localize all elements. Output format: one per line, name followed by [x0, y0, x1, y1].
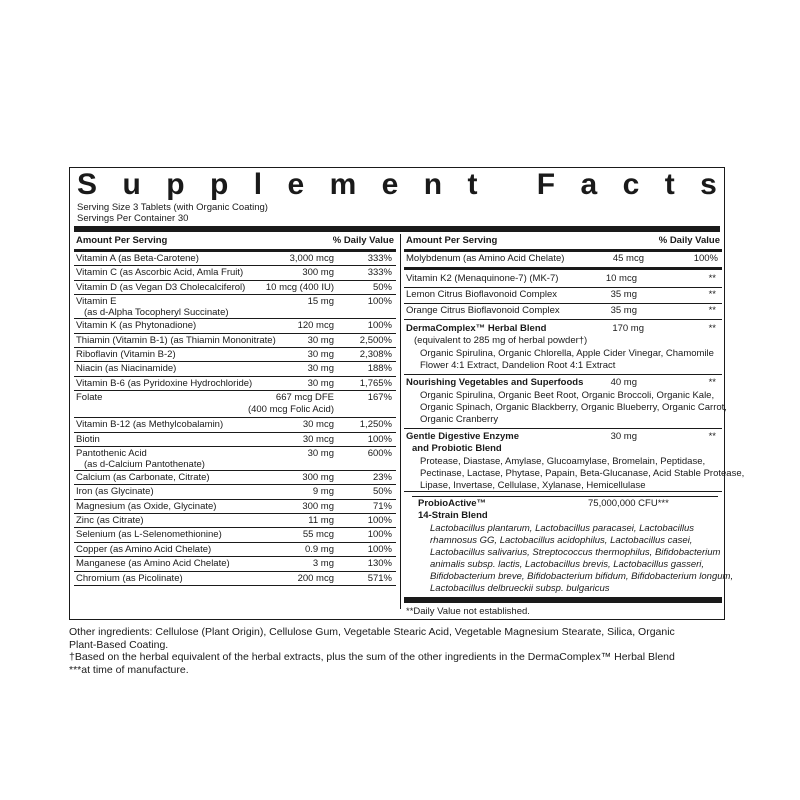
nutrient-name: Biotin: [76, 433, 100, 445]
derma-complex-block: [404, 322, 722, 375]
derma-name: DermaComplex™ Herbal Blend: [406, 323, 547, 334]
nutrient-dv: 188%: [367, 363, 392, 375]
nutrient-row: [404, 288, 722, 304]
nutrient-name: Calcium (as Carbonate, Citrate): [76, 471, 210, 483]
enzyme-dv: **: [708, 431, 716, 442]
nutrient-row: [74, 266, 396, 280]
nutrient-name: Iron (as Glycinate): [76, 486, 154, 498]
probio-strains-1: Lactobacillus plantarum, Lactobacillus paracasei, Lactobacillus: [430, 523, 695, 534]
dagger-note: †Based on the herbal equivalent of the herbal extracts, plus the sum of the other ingredients in the DermaComplex™ Herbal Blend: [69, 651, 675, 663]
nutrient-amount: 45 mcg: [612, 253, 644, 264]
nutrient-dv: **: [708, 273, 716, 284]
nutrient-amount: 30 mcg: [302, 419, 334, 431]
nutrient-row: [74, 281, 396, 295]
nutrient-row: [74, 334, 396, 348]
veg-amount: 40 mg: [610, 377, 637, 388]
nutrient-dv: **: [708, 289, 716, 300]
enzyme-ingredients-3: Lipase, Invertase, Cellulase, Xylanase, Hemicellulase: [420, 480, 646, 491]
nutrient-row: [74, 485, 396, 499]
nutrient-name: Folate: [76, 392, 103, 404]
nutrient-dv: 50%: [372, 486, 392, 498]
serving-info: [77, 202, 268, 224]
dv-header-right: % Daily Value: [658, 235, 720, 246]
title-letter: S: [77, 168, 98, 201]
nutrient-row: [74, 572, 396, 586]
nutrient-name: Vitamin A (as Beta-Carotene): [76, 253, 199, 264]
nutrient-dv: 1,765%: [359, 377, 392, 389]
title-letter: s: [700, 168, 717, 201]
probio-strains-4: animalis subsp. lactis, Lactobacillus brevis, Lactobacillus gasseri,: [430, 559, 705, 570]
serving-size: Serving Size 3 Tablets (with Organic Coating): [77, 202, 268, 213]
nutrient-name: Lemon Citrus Bioflavonoid Complex: [406, 289, 558, 300]
title-letter: c: [622, 168, 640, 201]
nutrient-dv: 333%: [367, 253, 392, 264]
nutrient-amount: 30 mg: [307, 377, 334, 389]
right-column-header: [404, 234, 722, 247]
nutrient-name: Copper (as Amino Acid Chelate): [76, 543, 212, 555]
manufacture-note: ***at time of manufacture.: [69, 663, 189, 676]
nutrient-row: [74, 391, 396, 418]
nutrient-row: [404, 272, 722, 288]
derma-ingredients-2: Flower 4:1 Extract, Dandelion Root 4:1 Extract: [420, 360, 616, 371]
title-letter: e: [287, 168, 305, 201]
title-letter: e: [381, 168, 399, 201]
nutrient-dv: 333%: [367, 267, 392, 279]
nutrient-dv: **: [708, 305, 716, 316]
nutrient-name: Vitamin C (as Ascorbic Acid, Amla Fruit): [76, 267, 244, 279]
nutrient-amount: 30 mg: [307, 334, 334, 346]
nutrient-amount: 55 mcg: [302, 529, 334, 541]
nutrient-row: [74, 471, 396, 485]
nutrient-dv: 100%: [367, 433, 392, 445]
enzyme-name-2: and Probiotic Blend: [412, 443, 502, 454]
title-letter: p: [209, 168, 229, 201]
nutrient-amount: 30 mg: [307, 447, 334, 459]
nutrient-amount-detail: (400 mcg Folic Acid): [247, 404, 334, 416]
nutrient-amount: 10 mcg: [605, 273, 637, 284]
nutrient-row: [74, 433, 396, 447]
supplement-facts-panel: [69, 167, 745, 620]
nutrient-amount: 0.9 mg: [304, 543, 334, 555]
vegetables-block: [404, 375, 727, 429]
nutrient-dv: 100%: [367, 296, 392, 308]
nutrient-dv: 100%: [367, 515, 392, 527]
title-letter: t: [664, 168, 675, 201]
dv-not-established-note: **Daily Value not established.: [406, 606, 530, 617]
nutrient-name: Orange Citrus Bioflavonoid Complex: [406, 305, 560, 316]
nutrient-amount: 15 mg: [307, 296, 334, 308]
enzyme-amount: 30 mg: [610, 431, 637, 442]
title-letter: m: [329, 168, 357, 201]
nutrient-dv: 100%: [693, 253, 718, 264]
nutrient-name: Vitamin K (as Phytonadione): [76, 320, 197, 332]
veg-name: Nourishing Vegetables and Superfoods: [406, 377, 584, 388]
nutrient-row: [74, 295, 396, 319]
nutrient-name: Molybdenum (as Amino Acid Chelate): [406, 253, 565, 264]
nutrient-name: Niacin (as Niacinamide): [76, 363, 177, 375]
veg-dv: **: [708, 377, 716, 388]
probio-strains-5: Bifidobacterium breve, Bifidobacterium bifidum, Bifidobacterium longum,: [430, 571, 734, 582]
nutrient-amount: 200 mcg: [297, 572, 334, 584]
enzyme-ingredients-1: Protease, Diastase, Amylase, Glucoamylase, Bromelain, Peptidase,: [420, 456, 706, 467]
nutrient-name: Magnesium (as Oxide, Glycinate): [76, 500, 217, 512]
nutrient-row-molybdenum: [404, 252, 722, 270]
derma-equivalent: (equivalent to 285 mg of herbal powder†): [414, 335, 588, 346]
nutrient-dv: 2,308%: [359, 348, 392, 360]
nutrient-name: Pantothenic Acid: [76, 447, 147, 459]
left-column-header: [74, 234, 396, 247]
nutrient-name: Vitamin E: [76, 296, 117, 308]
nutrient-row: [74, 377, 396, 391]
probiotic-block: [412, 496, 734, 596]
nutrient-dv: 1,250%: [359, 419, 392, 431]
nutrient-name: Thiamin (Vitamin B-1) (as Thiamin Mononitrate): [76, 334, 276, 346]
nutrient-row: [404, 304, 722, 320]
title-letter: u: [122, 168, 141, 201]
nutrient-subname: (as d-Alpha Tocopheryl Succinate): [84, 307, 229, 319]
nutrient-row: [74, 319, 396, 333]
nutrient-dv: 2,500%: [359, 334, 392, 346]
nutrient-row: [74, 252, 396, 266]
nutrient-dv: 167%: [367, 392, 392, 404]
nutrient-amount: 300 mg: [302, 500, 334, 512]
nutrient-dv: 571%: [367, 572, 392, 584]
nutrient-amount: 30 mg: [307, 348, 334, 360]
title-letter: F: [536, 168, 556, 201]
enzyme-ingredients-2: Pectinase, Lactase, Phytase, Papain, Beta-Glucanase, Acid Stable Protease,: [420, 468, 745, 479]
nutrient-name: Selenium (as L-Selenomethionine): [76, 529, 222, 541]
nutrient-amount: 11 mg: [308, 515, 334, 527]
nutrient-dv: 100%: [367, 543, 392, 555]
amount-header: Amount Per Serving: [76, 235, 168, 246]
nutrient-amount: 35 mg: [610, 289, 637, 300]
nutrient-dv: 100%: [367, 320, 392, 332]
left-nutrient-list: [74, 252, 396, 586]
nutrient-row: [74, 528, 396, 542]
nutrient-amount: 3 mg: [312, 558, 334, 570]
nutrient-name: Vitamin D (as Vegan D3 Cholecalciferol): [76, 281, 246, 293]
nutrient-amount: 30 mg: [307, 363, 334, 375]
nutrient-name: Manganese (as Amino Acid Chelate): [76, 558, 230, 570]
column-divider: [400, 234, 401, 609]
nutrient-amount: 300 mg: [302, 471, 334, 483]
nutrient-subname: (as d-Calcium Pantothenate): [84, 458, 205, 470]
right-column: [404, 234, 745, 617]
probio-top-rule: [412, 496, 718, 497]
probio-strains-6: Lactobacillus delbrueckii subsp. bulgaricus: [430, 583, 610, 594]
servings-per-container: Servings Per Container 30: [77, 213, 189, 224]
nutrient-row: [74, 543, 396, 557]
veg-ingredients-3: Organic Cranberry: [420, 414, 499, 425]
panel-title: [77, 170, 717, 200]
nutrient-row: [74, 362, 396, 376]
nutrient-name: Vitamin B-6 (as Pyridoxine Hydrochloride): [76, 377, 253, 389]
nutrient-dv: 130%: [367, 558, 392, 570]
probio-name-2: 14-Strain Blend: [418, 510, 488, 521]
nutrient-row: [74, 348, 396, 362]
title-letter: l: [253, 168, 263, 201]
nutrient-row: [74, 447, 396, 471]
nutrient-dv: 50%: [372, 281, 392, 293]
nutrient-row: [74, 514, 396, 528]
bottom-thick-rule: [404, 597, 722, 603]
nutrient-amount: 667 mcg DFE: [275, 392, 334, 404]
enzyme-block: [404, 429, 745, 492]
title-letter: n: [423, 168, 443, 201]
nutrient-dv: 600%: [367, 447, 392, 459]
nutrient-amount: 3,000 mcg: [289, 253, 334, 264]
title-letter: t: [467, 168, 478, 201]
right-nutrient-list: [404, 272, 722, 320]
dv-header: % Daily Value: [332, 235, 394, 246]
nutrient-row: [74, 557, 396, 571]
footer-notes: [69, 626, 729, 676]
nutrient-name: Zinc (as Citrate): [76, 515, 144, 527]
nutrient-dv: 23%: [372, 471, 392, 483]
nutrient-name: Vitamin K2 (Menaquinone-7) (MK-7): [406, 273, 559, 284]
nutrient-dv: 71%: [372, 500, 392, 512]
derma-dv: **: [708, 323, 716, 334]
nutrient-row: [74, 418, 396, 432]
derma-amount: 170 mg: [612, 323, 644, 334]
derma-ingredients-1: Organic Spirulina, Organic Chlorella, Apple Cider Vinegar, Chamomile: [420, 348, 714, 359]
probio-strains-2: rhamnosus GG, Lactobacillus acidophilus, Lactobacillus casei,: [430, 535, 693, 546]
nutrient-amount: 30 mcg: [302, 433, 334, 445]
other-ingredients-1: Other ingredients: Cellulose (Plant Origin), Cellulose Gum, Vegetable Stearic Acid, Vegetable Magnesium Stearate, Silica, Organic: [69, 626, 675, 638]
probio-name: ProbioActive™: [418, 498, 487, 509]
other-ingredients-2: Plant-Based Coating.: [69, 638, 169, 651]
thick-rule: [74, 226, 720, 232]
enzyme-name: Gentle Digestive Enzyme: [406, 431, 519, 442]
title-letter: p: [166, 168, 185, 201]
amount-header-right: Amount Per Serving: [406, 235, 498, 246]
title-letter: a: [580, 168, 598, 201]
veg-ingredients-2: Organic Spinach, Organic Blackberry, Organic Blueberry, Organic Carrot,: [420, 402, 727, 413]
title-gap: [503, 170, 511, 200]
nutrient-amount: 10 mcg (400 IU): [265, 281, 334, 293]
nutrient-amount: 35 mg: [610, 305, 637, 316]
nutrient-row: [74, 500, 396, 514]
nutrient-name: Chromium (as Picolinate): [76, 572, 183, 584]
nutrient-name: Riboflavin (Vitamin B-2): [76, 348, 176, 360]
nutrient-amount: 300 mg: [302, 267, 334, 279]
veg-ingredients-1: Organic Spirulina, Organic Beet Root, Organic Broccoli, Organic Kale,: [420, 390, 715, 401]
probio-strains-3: Lactobacillus salivarius, Streptococcus thermophilus, Bifidobacterium: [430, 547, 721, 558]
nutrient-dv: 100%: [367, 529, 392, 541]
probio-amount: 75,000,000 CFU***: [588, 498, 669, 509]
nutrient-name: Vitamin B-12 (as Methylcobalamin): [76, 419, 224, 431]
nutrient-amount: 120 mcg: [297, 320, 334, 332]
nutrient-amount: 9 mg: [312, 486, 334, 498]
